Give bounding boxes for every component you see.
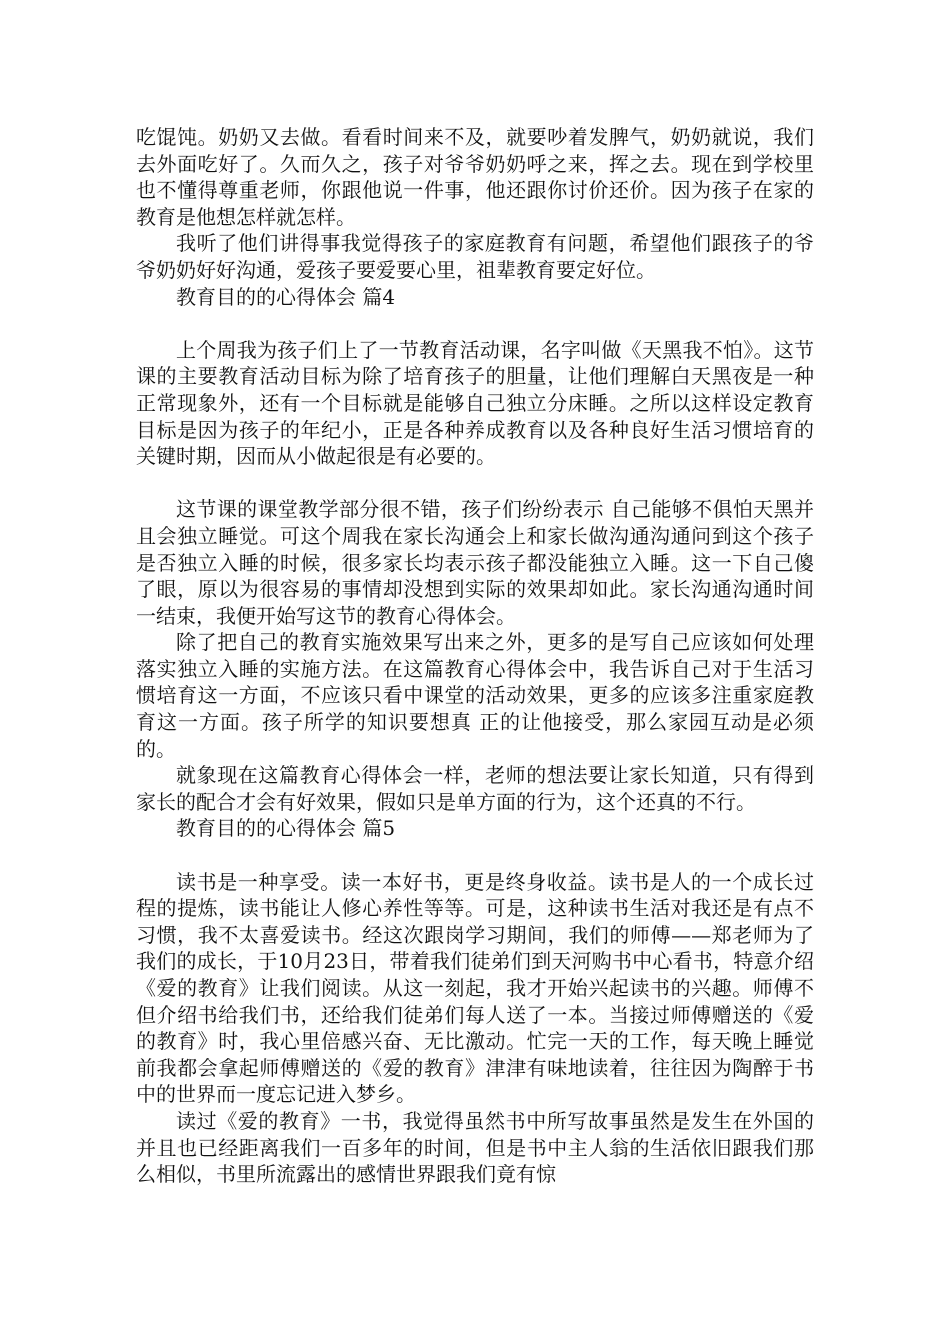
section-heading-5: 教育目的的心得体会 篇5 [176, 816, 396, 841]
paragraph-6: 就象现在这篇教育心得体会一样，老师的想法要让家长知道，只有得到家长的配合才会有好效果，假如只是单方面的行为，这个还真的不行。 [136, 763, 814, 814]
paragraph-3: 上个周我为孩子们上了一节教育活动课，名字叫做《天黑我不怕》。这节课的主要教育活动目标为除了培育孩子的胆量，让他们理解白天黑夜是一种正常现象外，还有一个目标就是能够自己独立分床睡。之所以这样设定教育目标是因为孩子的年纪小，正是各种养成教育以及各种良好生活习惯培育的关键时期，因而从小做起很是有必要的。 [136, 337, 814, 469]
paragraph-2: 我听了他们讲得事我觉得孩子的家庭教育有问题，希望他们跟孩子的爷爷奶奶好好沟通，爱孩子要爱要心里，祖辈教育要定好位。 [136, 231, 814, 282]
paragraph-7: 读书是一种享受。读一本好书，更是终身收益。读书是人的一个成长过程的提炼，读书能让人修心养性等等。可是，这种读书生活对我还是有点不习惯，我不太喜爱读书。经这次跟岗学习期间，我们的师傅——郑老师为了我们的成长，于10月23日，带着我们徒弟们到天河购书中心看书，特意介绍《爱的教育》让我们阅读。从这一刻起，我才开始兴起读书的兴趣。师傅不但介绍书给我们书，还给我们徒弟们每人送了一本。当接过师傅赠送的《爱的教育》时，我心里倍感兴奋、无比激动。忙完一天的工作，每天晚上睡觉前我都会拿起师傅赠送的《爱的教育》津津有味地读着，往往因为陶醉于书中的世界而一度忘记进入梦乡。 [136, 869, 814, 1107]
paragraph-5: 除了把自己的教育实施效果写出来之外，更多的是写自己应该如何处理落实独立入睡的实施方法。在这篇教育心得体会中，我告诉自己对于生活习惯培育这一方面，不应该只看中课堂的活动效果，更多的应该多注重家庭教育这一方面。孩子所学的知识要想真 正的让他接受，那么家园互动是必须的。 [136, 630, 814, 761]
blank-line [136, 470, 814, 497]
blank-line [136, 310, 814, 337]
paragraph-8: 读过《爱的教育》一书，我觉得虽然书中所写故事虽然是发生在外国的并且也已经距离我们一百多年的时间，但是书中主人翁的生活依旧跟我们那么相似，书里所流露出的感情世界跟我们竟有惊 [136, 1108, 814, 1187]
paragraph-1: 吃馄饨。奶奶又去做。看看时间来不及，就要吵着发脾气，奶奶就说，我们去外面吃好了。久而久之，孩子对爷爷奶奶呼之来，挥之去。现在到学校里也不懂得尊重老师，你跟他说一件事，他还跟你讨价还价。因为孩子在家的教育是他想怎样就怎样。 [136, 125, 814, 229]
paragraph-4: 这节课的课堂教学部分很不错，孩子们纷纷表示 自己能够不俱怕天黑并且会独立睡觉。可这个周我在家长沟通会上和家长做沟通沟通问到这个孩子是否独立入睡的时候，很多家长均表示孩子都没能独立入睡。这一下自己傻了眼，原以为很容易的事情却没想到实际的效果却如此。家长沟通沟通时间一结束，我便开始写这节的教育心得体会。 [136, 497, 814, 628]
section-heading-4: 教育目的的心得体会 篇4 [176, 284, 396, 309]
document-body [136, 124, 814, 1188]
blank-line [136, 842, 814, 869]
